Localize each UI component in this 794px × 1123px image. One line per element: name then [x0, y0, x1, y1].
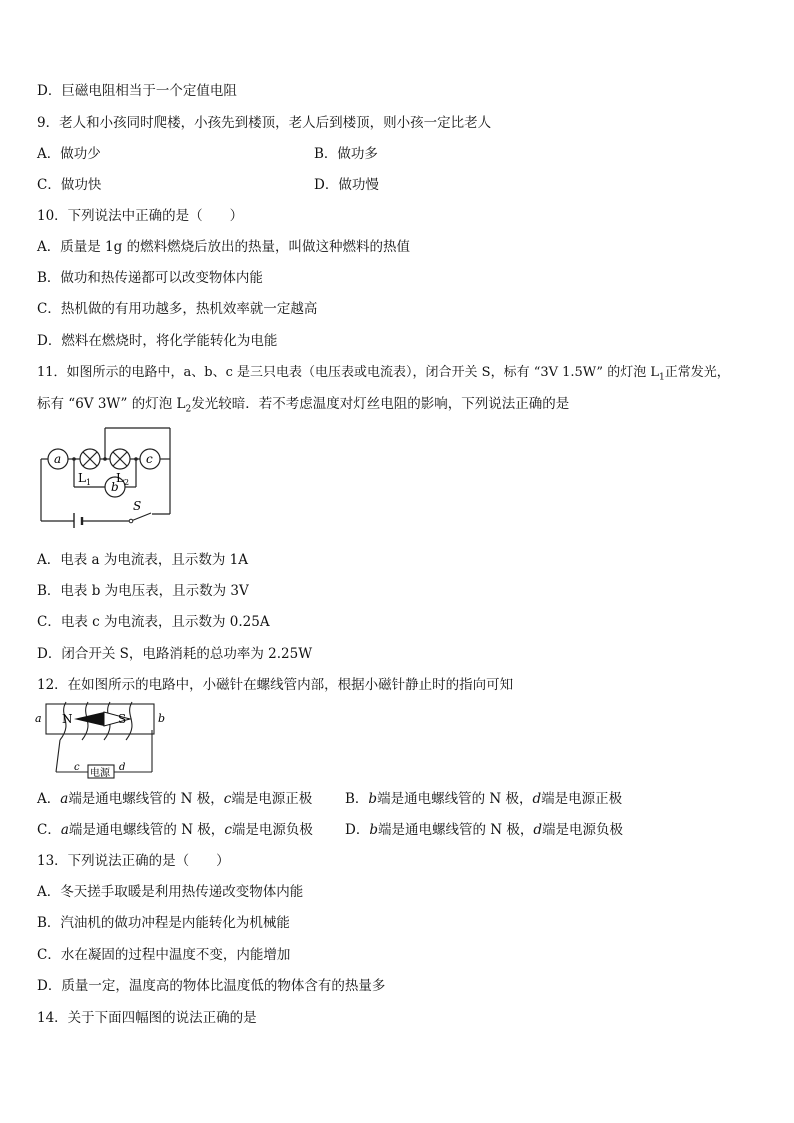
lamp-l1-label: $L_1$: [78, 471, 92, 487]
q10-option-d: D．燃料在燃烧时，将化学能转化为电能: [37, 333, 278, 349]
q13-stem: 13．下列说法正确的是（ ）: [37, 853, 230, 869]
q12-option-a: A．a端是通电螺线管的 N 极，c端是电源正极: [37, 791, 313, 807]
q13-option-b: B．汽油机的做功冲程是内能转化为机械能: [37, 915, 290, 931]
q13-option-a: A．冬天搓手取暖是利用热传递改变物体内能: [37, 884, 304, 900]
q12-option-c: C．a端是通电螺线管的 N 极，c端是电源负极: [37, 822, 313, 838]
q10-option-b: B．做功和热传递都可以改变物体内能: [37, 270, 263, 286]
needle-s-label: S: [118, 712, 127, 726]
terminal-c-label: c: [74, 762, 80, 773]
meter-a-label: a: [54, 452, 62, 466]
q11-stem-line2: 标有 “6V 3W” 的灯泡 $L_2$发光较暗．若不考虑温度对灯丝电阻的影响，下列说法正确的是: [37, 396, 570, 415]
q14-stem: 14．关于下面四幅图的说法正确的是: [37, 1010, 257, 1026]
q12-option-d: D．b端是通电螺线管的 N 极，d端是电源负极: [345, 822, 624, 838]
q9-option-b: B．做功多: [314, 146, 378, 162]
lamp-l2-label: $L_2$: [116, 471, 130, 487]
q13-option-c: C．水在凝固的过程中温度不变，内能增加: [37, 947, 291, 963]
q9-option-d: D．做功慢: [314, 177, 379, 193]
q12-stem: 12．在如图所示的电路中，小磁针在螺线管内部，根据小磁针静止时的指向可知: [37, 677, 514, 693]
q11-option-d: D．闭合开关 S，电路消耗的总功率为 2.25W: [37, 646, 313, 662]
q9-stem: 9．老人和小孩同时爬楼，小孩先到楼顶，老人后到楼顶，则小孩一定比老人: [37, 115, 492, 131]
end-b-label: b: [158, 712, 166, 725]
q11-option-b: B．电表 b 为电压表，且示数为 3V: [37, 583, 249, 599]
q10-option-c: C．热机做的有用功越多，热机效率就一定越高: [37, 301, 318, 317]
q8-option-d: D．巨磁电阻相当于一个定值电阻: [37, 83, 237, 99]
q12-option-b: B．b端是通电螺线管的 N 极，d端是电源正极: [345, 791, 623, 807]
q11-option-c: C．电表 c 为电流表，且示数为 0.25A: [37, 614, 270, 630]
meter-b-label: b: [111, 480, 119, 494]
power-source-label: 电源: [90, 768, 110, 779]
meter-c-label: c: [146, 452, 153, 466]
q13-option-d: D．质量一定，温度高的物体比温度低的物体含有的热量多: [37, 978, 386, 994]
q10-option-a: A．质量是 1g 的燃料燃烧后放出的热量，叫做这种燃料的热值: [37, 239, 411, 255]
switch-label: S: [133, 499, 142, 513]
q12-solenoid-diagram: [34, 700, 170, 784]
q11-option-a: A．电表 a 为电流表，且示数为 1A: [37, 552, 249, 568]
q9-option-a: A．做功少: [37, 146, 101, 162]
q10-stem: 10．下列说法中正确的是（ ）: [37, 208, 244, 224]
q11-circuit-diagram: [36, 424, 176, 528]
q11-stem-line1: 11．如图所示的电路中，a、b、c 是三只电表（电压表或电流表），闭合开关 S，标有 “3V 1.5W” 的灯泡 $L_1$正常发光，: [37, 365, 730, 383]
terminal-d-label: d: [119, 762, 126, 773]
end-a-label: a: [35, 712, 42, 725]
q9-option-c: C．做功快: [37, 177, 102, 193]
needle-n-label: N: [62, 712, 73, 726]
